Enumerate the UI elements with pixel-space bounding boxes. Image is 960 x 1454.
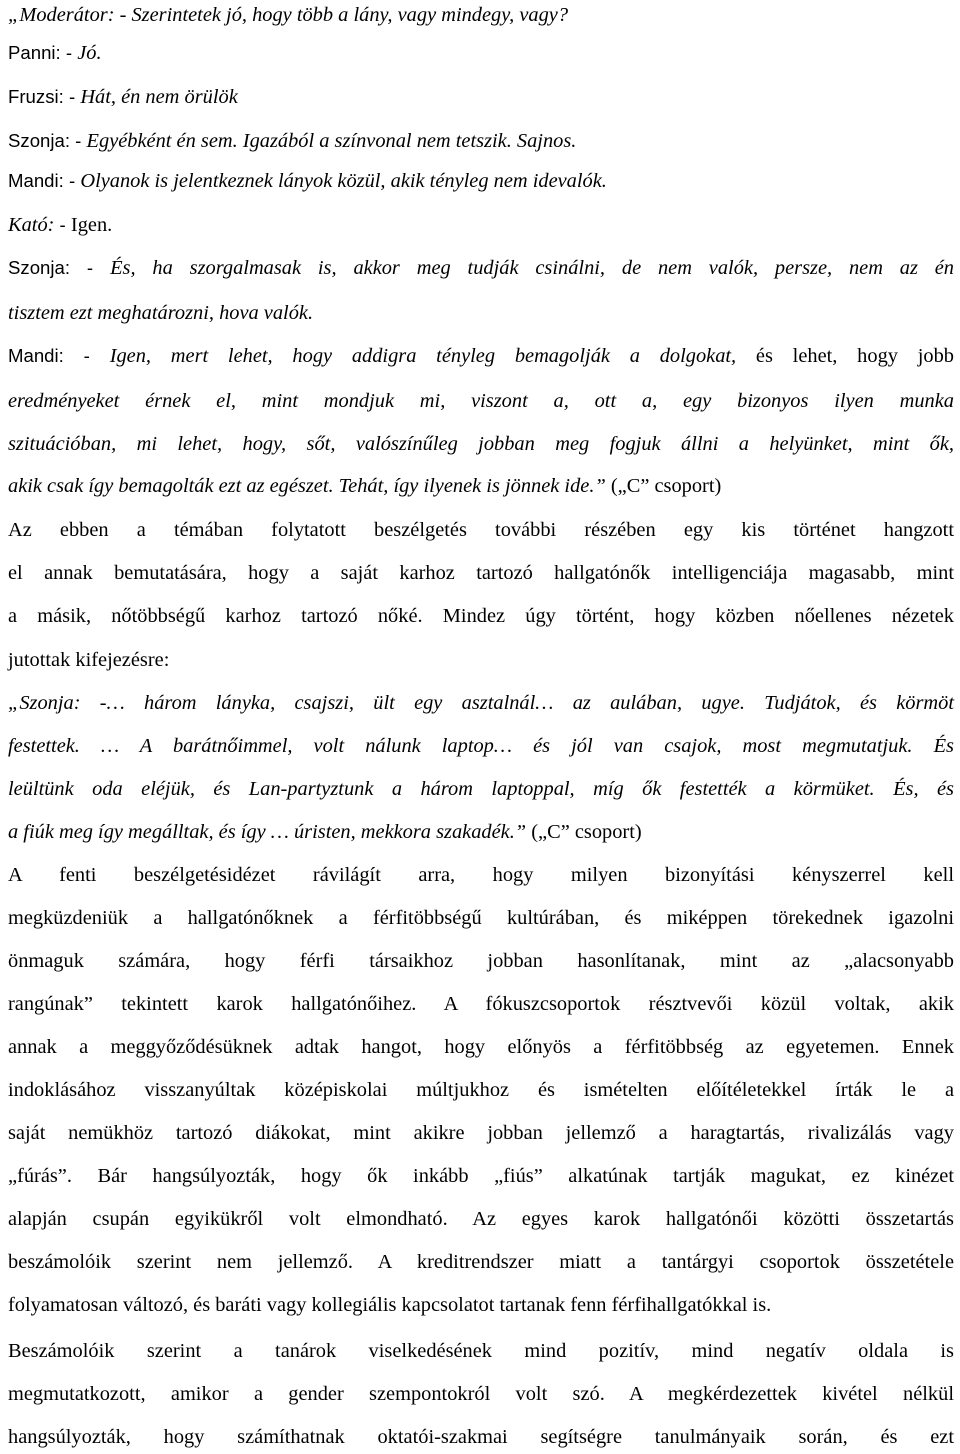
text-segment: hangsúlyozták, hogy számíthatnak oktatói-szakmai segítségre tanulmányaik során, és ezt — [8, 1426, 954, 1448]
text-segment: rangúnak” tekintett karok hallgatónőihez. A fókuszcsoportok résztvevői közül voltak, akik — [8, 993, 954, 1015]
text-line — [8, 1247, 954, 1277]
text-line — [8, 688, 954, 718]
text-segment: Hát, én nem örülök — [80, 86, 238, 108]
text-line — [8, 946, 954, 976]
text-segment: beszámolóik szerint nem jellemző. A kreditrendszer miatt a tantárgyi csoportok összetétele — [8, 1251, 954, 1273]
text-line — [8, 429, 954, 459]
text-segment: folyamatosan változó, és baráti vagy kollegiális kapcsolatot tartanak fenn férfihallgatókkal is. — [8, 1294, 772, 1316]
text-segment: akik csak így bemagolták ezt az egészet. Tehát, így ilyenek is jönnek ide.” — [8, 475, 611, 497]
speaker-label: Fruzsi: - — [8, 86, 81, 107]
text-line — [8, 1118, 954, 1148]
text-segment: leültünk oda eléjük, és Lan-partyztunk a három laptoppal, míg ők festették a körmüket. És, és — [8, 778, 954, 800]
speaker-label: Mandi: - — [8, 345, 110, 366]
text-line — [8, 38, 102, 68]
text-segment: tisztem ezt meghatározni, hova valók. — [8, 302, 314, 324]
text-line — [8, 471, 721, 501]
speaker-label: Panni: - — [8, 42, 78, 63]
text-segment: saját nemükhöz tartozó diákokat, mint akikre jobban jellemző a haragtartás, rivalizálás vagy — [8, 1122, 954, 1144]
text-line — [8, 601, 954, 631]
text-line — [8, 1032, 954, 1062]
text-segment: A fenti beszélgetésidézet rávilágít arra, hogy milyen bizonyítási kényszerrel kell — [8, 864, 954, 886]
text-segment: Kató: — [8, 214, 60, 236]
text-line — [8, 558, 954, 588]
text-segment: önmaguk számára, hogy férfi társaikhoz jobban hasonlítanak, mint az „alacsonyabb — [8, 950, 954, 972]
text-segment: indoklásához visszanyúltak középiskolai múltjukhoz és ismételten előítéletekkel írták le a — [8, 1079, 954, 1101]
text-line — [8, 166, 607, 196]
text-segment: a másik, nőtöbbségű karhoz tartozó nőké. Mindez úgy történt, hogy közben nőellenes nézetek — [8, 605, 954, 627]
text-segment: jutottak kifejezésre: — [8, 649, 170, 671]
text-line — [8, 1161, 954, 1191]
speaker-label: Szonja: - — [8, 130, 87, 151]
text-line — [8, 210, 112, 240]
speaker-label: Mandi: - — [8, 170, 81, 191]
text-line — [8, 731, 954, 761]
text-segment: annak a meggyőződésüknek adtak hangot, hogy előnyös a férfitöbbség az egyetemen. Ennek — [8, 1036, 954, 1058]
text-line — [8, 298, 313, 328]
text-segment: Az ebben a témában folytatott beszélgetés további részében egy kis történet hangzott — [8, 519, 954, 541]
text-line — [8, 817, 642, 847]
text-segment: festettek. … A barátnőimmel, volt nálunk laptop… és jól van csajok, most megmutatjuk. És — [8, 735, 954, 757]
text-line — [8, 515, 954, 545]
text-segment: („C” csoport) — [531, 821, 642, 843]
text-line — [8, 1379, 954, 1409]
text-line — [8, 903, 954, 933]
text-line — [8, 386, 954, 416]
text-line — [8, 126, 576, 156]
text-segment: („C” csoport) — [610, 475, 722, 497]
text-segment: Beszámolóik szerint a tanárok viselkedésének mind pozitív, mind negatív oldala is — [8, 1340, 954, 1362]
text-line — [8, 1336, 954, 1366]
text-segment: eredményeket érnek el, mint mondjuk mi, viszont a, ott a, egy bizonyos ilyen munka — [8, 390, 954, 412]
speaker-label: - — [59, 214, 71, 235]
text-segment: „Szonja: -… három lányka, csajszi, ült egy asztalnál… az aulában, ugye. Tudjátok, és körmöt — [8, 692, 954, 714]
text-line — [8, 0, 568, 30]
speaker-label: Szonja: - — [8, 257, 111, 278]
text-line — [8, 1290, 771, 1320]
text-segment: szituációban, mi lehet, hogy, sőt, valószínűleg jobban meg fogjuk állni a helyünket, mint ők, — [8, 433, 954, 455]
text-line — [8, 1204, 954, 1234]
text-segment: a fiúk meg így megálltak, és így … úristen, mekkora szakadék.” — [8, 821, 532, 843]
text-segment: és lehet, hogy jobb — [755, 345, 954, 367]
text-segment: Jó. — [77, 42, 102, 64]
text-segment: Igen, mert lehet, hogy addigra tényleg bemagolják a dolgokat, — [109, 345, 756, 367]
text-segment: Olyanok is jelentkeznek lányok közül, akik tényleg nem idevalók. — [80, 170, 607, 192]
text-line — [8, 82, 238, 112]
text-line — [8, 341, 954, 371]
text-segment: „fúrás”. Bár hangsúlyozták, hogy ők inkább „fiús” alkatúnak tartják magukat, ez kinézet — [8, 1165, 954, 1187]
text-line — [8, 645, 169, 675]
text-segment: Igen. — [70, 214, 113, 236]
text-line — [8, 860, 954, 890]
text-segment: És, ha szorgalmasak is, akkor meg tudják csinálni, de nem valók, persze, nem az én — [110, 257, 954, 279]
text-line — [8, 774, 954, 804]
text-segment: Egyébként én sem. Igazából a színvonal nem tetszik. Sajnos. — [86, 130, 577, 152]
text-segment: megküzdeniük a hallgatónőknek a férfitöbbségű kultúrában, és miképpen törekednek igazolni — [8, 907, 954, 929]
text-line — [8, 989, 954, 1019]
text-line — [8, 1075, 954, 1105]
text-line — [8, 1422, 954, 1452]
text-segment: el annak bemutatására, hogy a saját karhoz tartozó hallgatónők intelligenciája magasabb, mint — [8, 562, 954, 584]
text-segment: megmutatkozott, amikor a gender szempontokról volt szó. A megkérdezettek kivétel nélkül — [8, 1383, 954, 1405]
text-line — [8, 253, 954, 283]
text-segment: „Moderátor: - Szerintetek jó, hogy több a lány, vagy mindegy, vagy? — [8, 4, 569, 26]
text-segment: alapján csupán egyikükről volt elmondható. Az egyes karok hallgatónői közötti összetartás — [8, 1208, 954, 1230]
